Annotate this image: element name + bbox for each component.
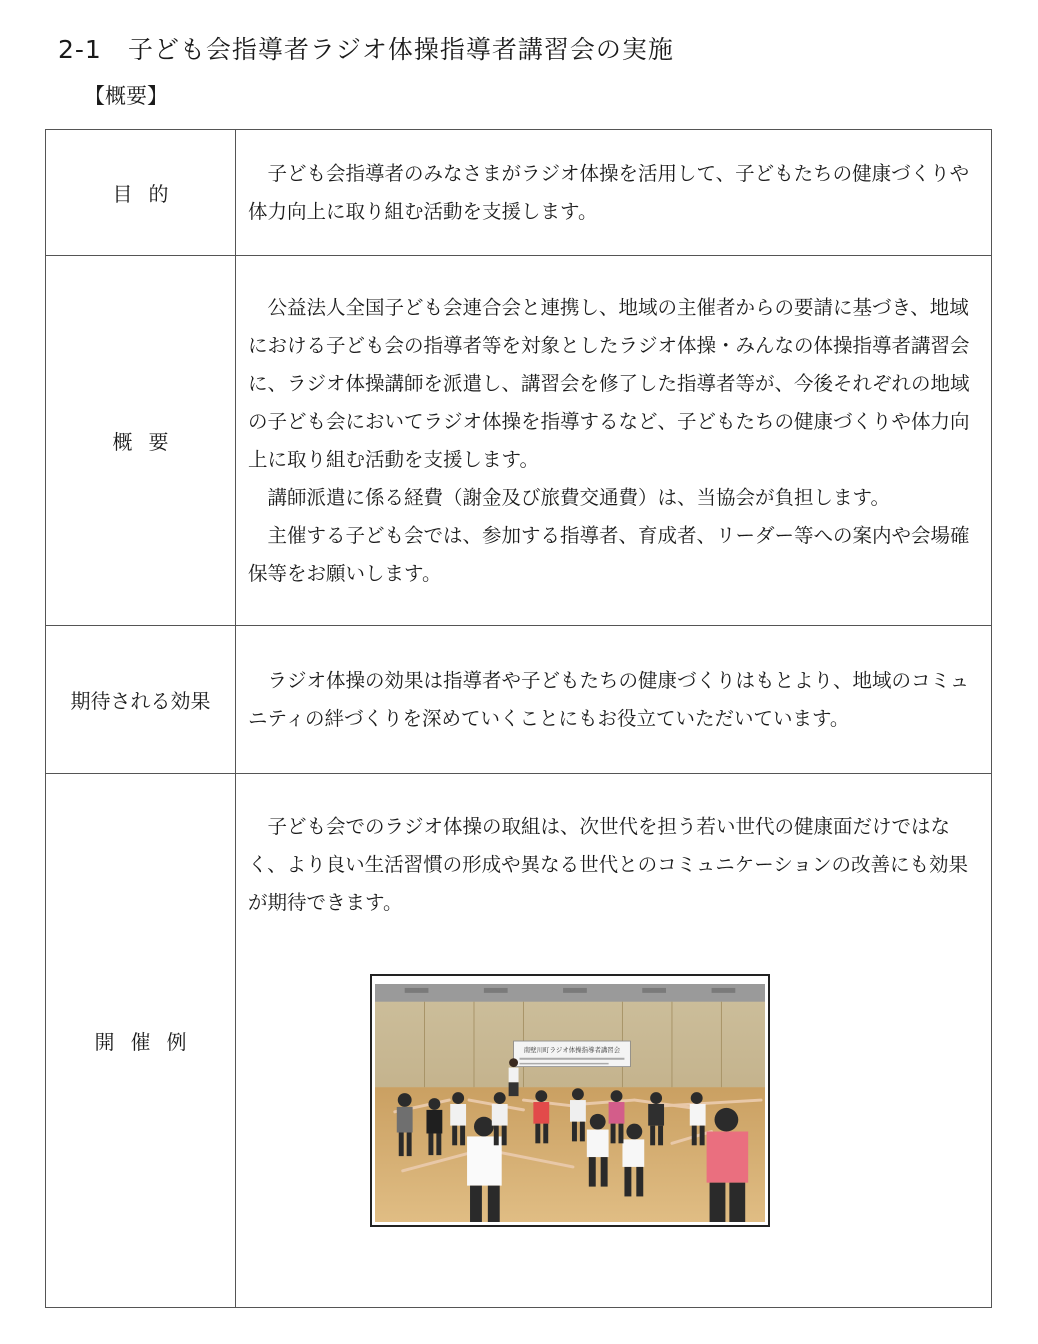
overview-paragraph-1: 公益法人全国子ども会連合会と連携し、地域の主催者からの要請に基づき、地域における子ども会の指導者等を対象としたラジオ体操・みんなの体操指導者講習会に、ラジオ体操講師を派遣し、講習会を修了した指導者等が、今後それぞれの地域の子ども会においてラジオ体操を指導するなど、子どもたちの健康づくりや体力向上に取り組む活動を支援します。: [248, 295, 970, 471]
label-example: 開催例: [46, 774, 236, 1308]
label-purpose: 目的: [46, 130, 236, 256]
section-heading: 2-1 子ども会指導者ラジオ体操指導者講習会の実施: [58, 35, 674, 64]
row-example: [46, 774, 992, 1308]
overview-table: [45, 129, 992, 1308]
overview-paragraph-2: 講師派遣に係る経費（謝金及び旅費交通費）は、当協会が負担します。: [267, 485, 890, 509]
content-example: [236, 774, 992, 1308]
expected-effect-paragraph: ラジオ体操の効果は指導者や子どもたちの健康づくりはもとより、地域のコミュニティの絆づくりを深めていくことにもお役立ていただいています。: [248, 668, 970, 730]
instructor: [509, 1058, 519, 1096]
example-paragraph: 子ども会でのラジオ体操の取組は、次世代を担う若い世代の健康面だけではなく、より良い生活習慣の形成や異なる世代とのコミュニケーションの改善にも効果が期待できます。: [248, 815, 968, 914]
gym-photo-illustration: [375, 984, 765, 1222]
overview-subheading: 【概要】: [84, 84, 168, 108]
row-purpose: [46, 130, 992, 256]
content-overview: [236, 256, 992, 626]
label-overview: 概要: [46, 256, 236, 626]
row-overview: [46, 256, 992, 626]
overview-paragraph-3: 主催する子ども会では、参加する指導者、育成者、リーダー等への案内や会場確保等をお願いします。: [248, 523, 970, 585]
banner-text: 南壁川町ラジオ体操指導者講習会: [523, 1045, 621, 1054]
event-photo: [370, 974, 770, 1227]
content-purpose: [236, 130, 992, 256]
content-expected-effect: [236, 626, 992, 774]
purpose-paragraph: 子ども会指導者のみなさまがラジオ体操を活用して、子どもたちの健康づくりや体力向上に取り組む活動を支援します。: [248, 161, 970, 223]
label-expected-effect: 期待される効果: [46, 626, 236, 774]
row-expected-effect: [46, 626, 992, 774]
